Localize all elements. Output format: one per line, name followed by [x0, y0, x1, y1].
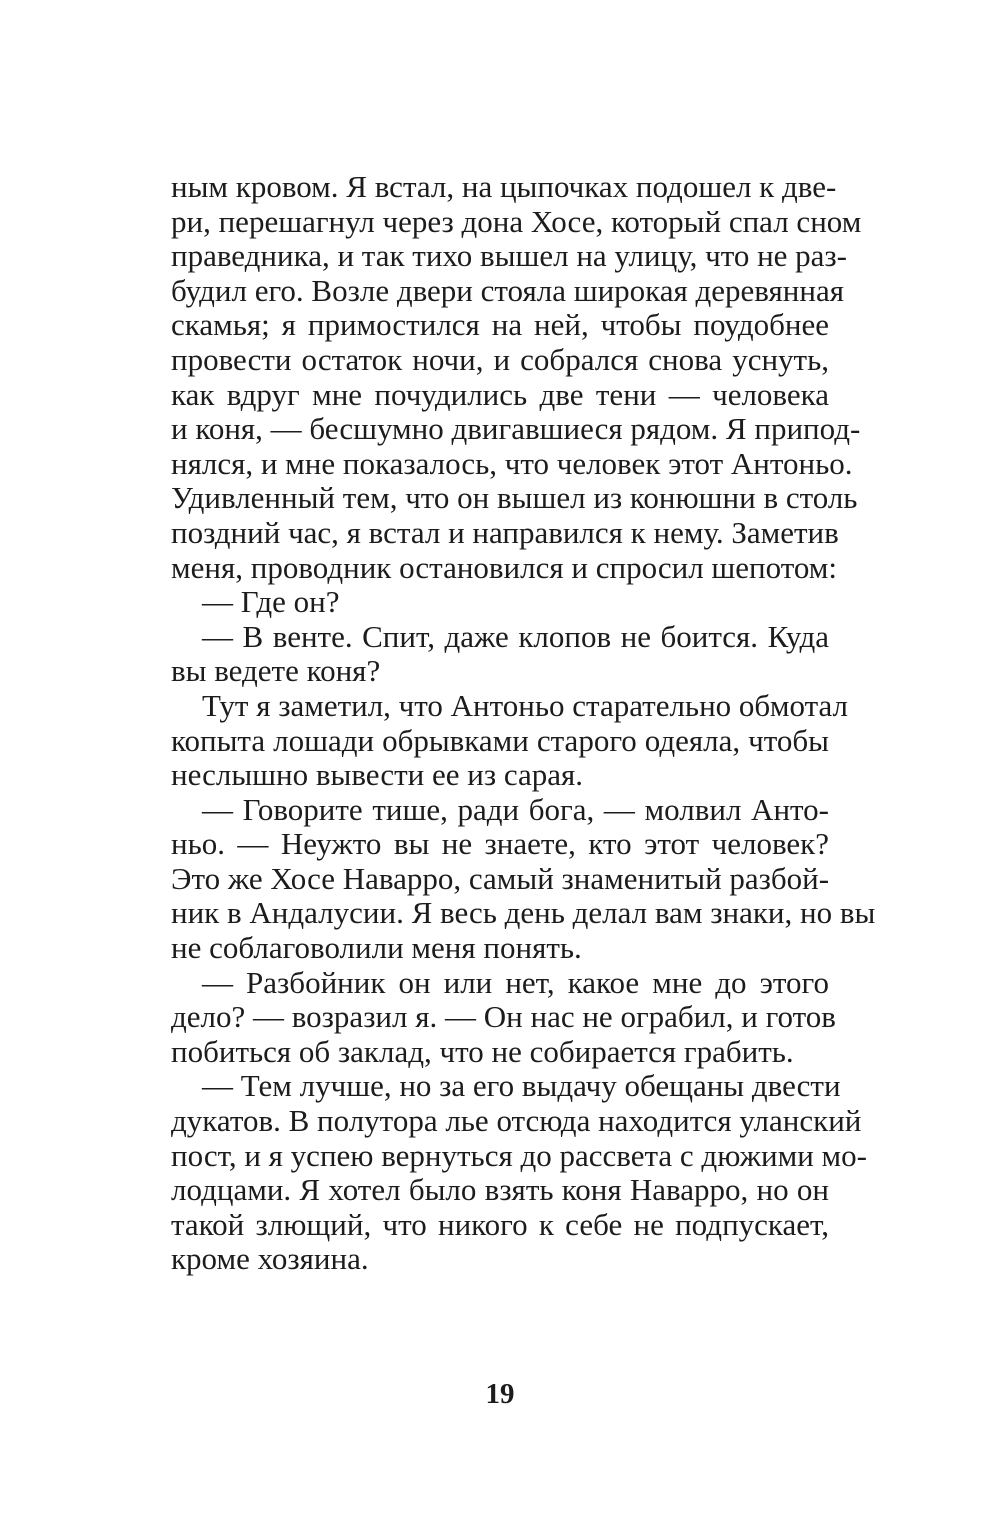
text-line: — В венте. Спит, даже клопов не боится. Куда — [202, 618, 829, 654]
text-line: — Разбойник он или нет, какое мне до этого — [202, 964, 829, 1000]
text-line: лодцами. Я хотел было взять коня Наварро, но он — [171, 1172, 829, 1208]
text-line: не соблаговолили меня понять. — [171, 930, 582, 966]
text-line: дело? — возразил я. — Он нас не ограбил, и готов — [171, 999, 836, 1035]
page-number: 19 — [485, 1378, 515, 1410]
text-line: такой злющий, что никого к себе не подпускает, — [171, 1206, 829, 1242]
text-line: побиться об заклад, что не собирается грабить. — [171, 1033, 794, 1069]
text-line: как вдруг мне почудились две тени — человека — [171, 376, 829, 412]
text-line: Это же Хосе Наварро, самый знаменитый разбой- — [171, 860, 830, 896]
text-line: копыта лошади обрывками старого одеяла, чтобы — [171, 722, 829, 758]
text-line: вы ведете коня? — [171, 653, 381, 689]
text-line: нялся, и мне показалось, что человек этот Антоньо. — [171, 445, 853, 481]
text-line: меня, проводник остановился и спросил шепотом: — [171, 549, 838, 585]
text-line: скамья; я примостился на ней, чтобы поудобнее — [171, 307, 829, 343]
text-line: ным кровом. Я встал, на цыпочках подошел к две- — [171, 169, 837, 204]
text-line: ник в Андалусии. Я весь день делал вам знаки, но вы — [171, 895, 876, 931]
text-line: поздний час, я встал и направился к нему. Заметив — [171, 514, 839, 550]
text-line: пост, и я успею вернуться до рассвета с дюжими мо- — [171, 1137, 867, 1173]
text-line: дукатов. В полутора лье отсюда находится уланский — [171, 1103, 862, 1139]
text-line: — Где он? — [202, 584, 340, 620]
text-line: праведника, и так тихо вышел на улицу, что не раз- — [171, 238, 848, 274]
body-text — [171, 169, 876, 1277]
text-line: ри, перешагнул через дона Хосе, который спал сном — [171, 203, 862, 239]
text-line: — Говорите тише, ради бога, — молвил Анто- — [202, 791, 829, 827]
text-line: кроме хозяина. — [171, 1241, 369, 1277]
text-line: ньо. — Неужто вы не знаете, кто этот человек? — [171, 826, 829, 862]
text-line: Удивленный тем, что он вышел из конюшни в столь — [171, 480, 858, 516]
text-line: и коня, — бесшумно двигавшиеся рядом. Я припод- — [171, 411, 861, 447]
text-line: — Тем лучше, но за его выдачу обещаны двести — [202, 1068, 841, 1104]
text-line: будил его. Возле двери стояла широкая деревянная — [171, 272, 844, 308]
text-line: провести остаток ночи, и собрался снова уснуть, — [171, 341, 829, 377]
text-line: Тут я заметил, что Антоньо старательно обмотал — [202, 687, 849, 723]
text-line: неслышно вывести ее из сарая. — [171, 757, 584, 793]
